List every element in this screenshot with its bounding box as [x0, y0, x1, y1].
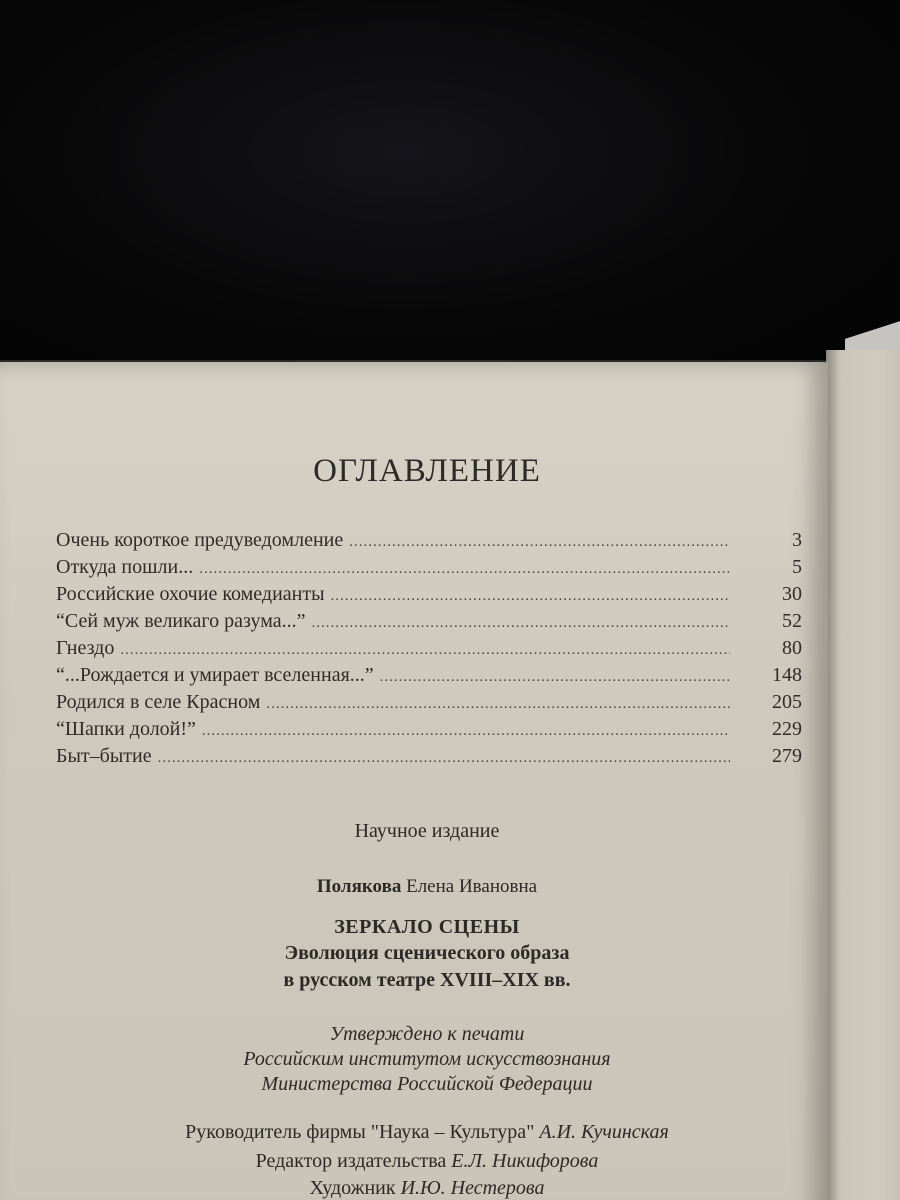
toc-entry	[56, 635, 802, 662]
toc-leader-dots	[312, 610, 730, 637]
toc-entry	[56, 581, 802, 608]
approval-line-3: Министерства Российской Федерации	[261, 1073, 593, 1095]
toc-leader-dots	[158, 745, 730, 772]
author-surname: Полякова	[316, 876, 402, 897]
staff-role: Художник	[309, 1177, 396, 1199]
toc-entry-page: 148	[772, 664, 802, 686]
toc-entry	[56, 689, 802, 716]
book-subtitle-line-2: в русском театре XVIII–XIX вв.	[283, 969, 571, 991]
approval-line-2: Российским институтом искусствознания	[243, 1048, 611, 1070]
author-name	[0, 876, 854, 898]
toc-entry-page: 205	[772, 691, 802, 713]
toc-heading: ОГЛАВЛЕНИЕ	[313, 453, 541, 489]
toc-leader-dots	[349, 529, 730, 556]
toc-entry	[56, 608, 802, 635]
toc-leader-dots	[331, 583, 730, 610]
author-given-names: Елена Ивановна	[406, 876, 538, 897]
staff-role: Руководитель фирмы "Наука – Культура"	[185, 1121, 535, 1143]
staff-credit	[0, 1177, 854, 1200]
toc-leader-dots	[199, 556, 730, 583]
toc-entry	[56, 527, 802, 554]
toc-entry-title: “Шапки долой!”	[56, 718, 196, 740]
toc-entry-page: 279	[772, 745, 802, 767]
book-title: ЗЕРКАЛО СЦЕНЫ	[334, 916, 520, 938]
toc-leader-dots	[266, 691, 730, 718]
toc-entry-page: 80	[782, 637, 802, 659]
staff-credit	[0, 1121, 854, 1144]
book-subtitle-line-1: Эволюция сценического образа	[284, 942, 570, 964]
toc-entry	[56, 743, 802, 770]
toc-leader-dots	[202, 718, 730, 745]
approval-line-1: Утверждено к печати	[329, 1023, 525, 1045]
staff-credit	[0, 1150, 854, 1173]
toc-entry-page: 5	[792, 556, 802, 578]
toc-leader-dots	[380, 664, 730, 691]
toc-entry-title: Очень короткое предуведомление	[56, 529, 344, 551]
toc-entry-page: 52	[782, 610, 802, 632]
toc-entry	[56, 554, 802, 581]
toc-entry-page: 229	[772, 718, 802, 740]
toc-entry-title: Родился в селе Красном	[56, 691, 261, 713]
toc-entry-page: 30	[782, 583, 802, 605]
staff-name: И.Ю. Нестерова	[400, 1177, 545, 1199]
toc-entry-title: Быт–бытие	[56, 745, 152, 767]
toc-entry-title: Российские охочие комедианты	[56, 583, 325, 605]
toc-entry	[56, 662, 802, 689]
staff-name: Е.Л. Никифорова	[451, 1150, 599, 1172]
toc-entry-title: “...Рождается и умирает вселенная...”	[56, 664, 374, 686]
staff-role: Редактор издательства	[255, 1150, 447, 1172]
table-of-contents	[56, 527, 802, 770]
toc-entry-title: Гнездо	[56, 637, 115, 659]
toc-leader-dots	[120, 637, 730, 664]
dark-background	[0, 0, 900, 380]
staff-name: А.И. Кучинская	[539, 1121, 669, 1143]
toc-entry	[56, 716, 802, 743]
toc-entry-title: “Сей муж великаго разума...”	[56, 610, 306, 632]
edition-type: Научное издание	[354, 820, 500, 842]
toc-entry-title: Откуда пошли...	[56, 556, 194, 578]
toc-entry-page: 3	[792, 529, 802, 551]
